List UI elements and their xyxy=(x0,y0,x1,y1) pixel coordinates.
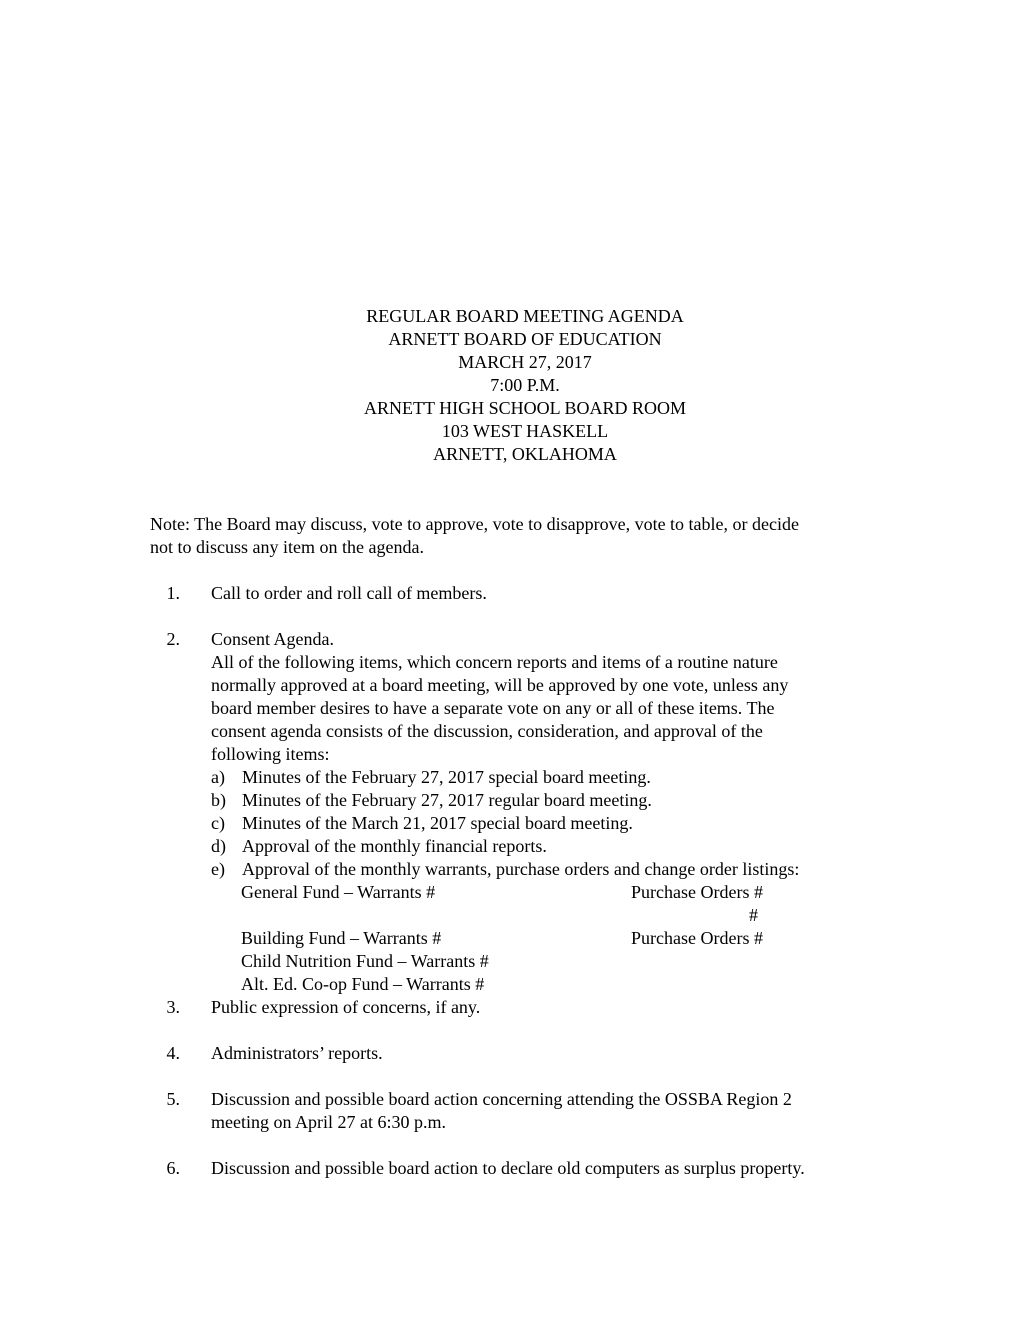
item-text-line: meeting on April 27 at 6:30 p.m. xyxy=(211,1112,446,1132)
subitem-text: Minutes of the February 27, 2017 regular board meeting. xyxy=(242,790,652,810)
subitem-letter: e) xyxy=(211,859,225,879)
item-text xyxy=(211,628,890,766)
subitem-text: Approval of the monthly financial reports. xyxy=(242,836,547,856)
item-number: 3. xyxy=(166,997,180,1017)
item-number: 6. xyxy=(166,1158,180,1178)
consent-desc-line: normally approved at a board meeting, will be approved by one vote, unless any xyxy=(211,675,789,695)
subitem-letter: c) xyxy=(211,813,225,833)
item-number: 1. xyxy=(166,583,180,603)
item-text: Discussion and possible board action to declare old computers as surplus property. xyxy=(211,1158,805,1178)
subitem-text: Minutes of the February 27, 2017 special board meeting. xyxy=(242,767,651,787)
subitem-text: Approval of the monthly warrants, purchase orders and change order listings: xyxy=(242,859,800,879)
item-number: 4. xyxy=(166,1043,180,1063)
header-location: ARNETT HIGH SCHOOL BOARD ROOM xyxy=(363,398,686,418)
subitem-letter: d) xyxy=(211,836,226,856)
consent-desc-line: All of the following items, which concern reports and items of a routine nature xyxy=(211,652,778,672)
consent-desc-line: board member desires to have a separate vote on any or all of these items. The xyxy=(211,698,775,718)
building-fund-purchase-orders: Purchase Orders # xyxy=(631,928,763,948)
consent-desc-line: consent agenda consists of the discussion, consideration, and approval of the xyxy=(211,721,763,741)
agenda-header xyxy=(0,305,1020,466)
purchase-orders-hash: # xyxy=(749,905,758,925)
subitem-letter: a) xyxy=(211,767,225,787)
header-city: ARNETT, OKLAHOMA xyxy=(433,444,617,464)
note-line-1: Note: The Board may discuss, vote to approve, vote to disapprove, vote to table, or decide xyxy=(150,514,800,534)
item-text: Public expression of concerns, if any. xyxy=(211,997,481,1017)
subitem-letter: b) xyxy=(211,790,226,810)
child-nutrition-fund-warrants: Child Nutrition Fund – Warrants # xyxy=(241,951,489,971)
header-date: MARCH 27, 2017 xyxy=(458,352,592,372)
building-fund-warrants: Building Fund – Warrants # xyxy=(241,928,442,948)
consent-desc-line: following items: xyxy=(211,744,330,764)
subitem-text: Minutes of the March 21, 2017 special board meeting. xyxy=(242,813,633,833)
item-number: 5. xyxy=(166,1089,180,1109)
header-street: 103 WEST HASKELL xyxy=(441,421,609,441)
item-text: Administrators’ reports. xyxy=(211,1043,383,1063)
agenda-note xyxy=(150,513,890,559)
note-line-2: not to discuss any item on the agenda. xyxy=(150,537,424,557)
item-number: 2. xyxy=(166,629,180,649)
alt-ed-fund-warrants: Alt. Ed. Co-op Fund – Warrants # xyxy=(241,974,485,994)
consent-agenda-title: Consent Agenda. xyxy=(211,629,334,649)
general-fund-warrants: General Fund – Warrants # xyxy=(241,882,436,902)
general-fund-purchase-orders: Purchase Orders # xyxy=(631,882,763,902)
header-time: 7:00 P.M. xyxy=(490,375,560,395)
item-text xyxy=(211,1088,890,1134)
header-board: ARNETT BOARD OF EDUCATION xyxy=(388,329,662,349)
header-title: REGULAR BOARD MEETING AGENDA xyxy=(366,306,684,326)
item-text: Call to order and roll call of members. xyxy=(211,583,487,603)
item-text-line: Discussion and possible board action concerning attending the OSSBA Region 2 xyxy=(211,1089,792,1109)
